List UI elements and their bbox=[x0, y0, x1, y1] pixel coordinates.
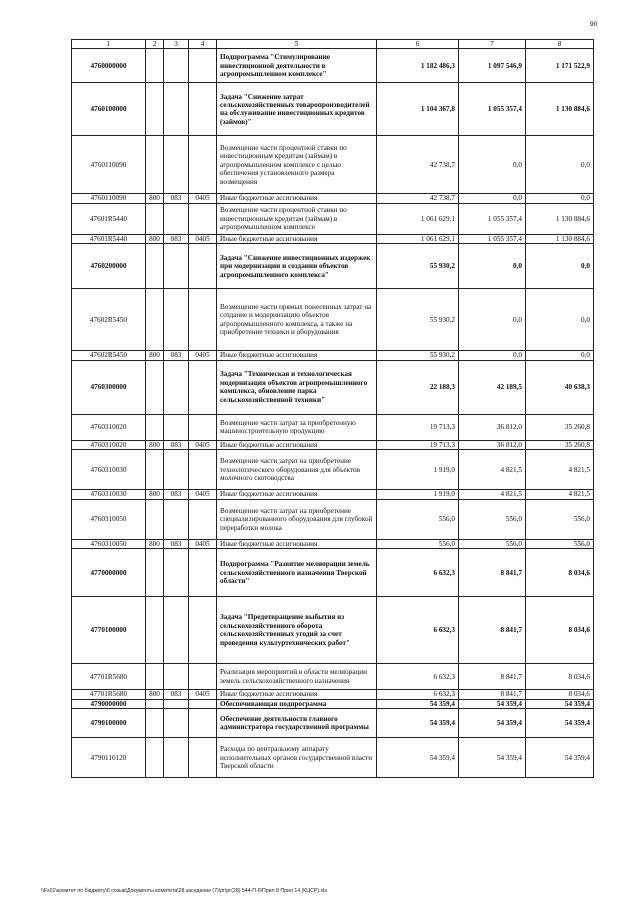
table-row bbox=[72, 351, 594, 360]
gr-cell: 083 bbox=[164, 234, 189, 243]
name-cell: Подпрограмма "Развитие мелиорации земель сельскохозяйственного назначения Тверской области" bbox=[217, 549, 377, 597]
rzpr-cell bbox=[189, 83, 217, 136]
amount-year3-cell: 556,0 bbox=[526, 499, 594, 539]
name-cell: Возмещение части прямых понесенных затрат на создание и модернизацию объектов агропромышленного комплекса, а также на приобретение техники и оборудования bbox=[217, 289, 377, 351]
gr-cell bbox=[164, 244, 189, 289]
table-row bbox=[72, 664, 594, 690]
table-row bbox=[72, 49, 594, 83]
kcsr-code-cell: 4790100000 bbox=[72, 709, 146, 738]
rzpr-cell bbox=[189, 549, 217, 597]
name-cell: Возмещение части затрат на приобретение специализированного оборудования для глубокой переработки молока bbox=[217, 499, 377, 539]
amount-year1-cell: 1 182 486,3 bbox=[377, 49, 459, 83]
header-cell: 6 bbox=[377, 40, 459, 49]
amount-year3-cell: 0,0 bbox=[526, 351, 594, 360]
amount-year3-cell: 1 130 884,6 bbox=[526, 83, 594, 136]
name-cell: Расходы по центральному аппарату исполнительных органов государственной власти Тверской области bbox=[217, 738, 377, 778]
amount-year1-cell: 19 713,3 bbox=[377, 414, 459, 440]
vr-cell bbox=[146, 597, 164, 664]
table-row bbox=[72, 360, 594, 414]
amount-year3-cell: 1 171 522,9 bbox=[526, 49, 594, 83]
rzpr-cell: 0405 bbox=[189, 690, 217, 699]
kcsr-code-cell: 4760000000 bbox=[72, 49, 146, 83]
gr-cell bbox=[164, 664, 189, 690]
amount-year1-cell: 55 930,2 bbox=[377, 244, 459, 289]
name-cell: Реализация мероприятий в области мелиорации земель сельскохозяйственного назначения bbox=[217, 664, 377, 690]
vr-cell: 800 bbox=[146, 440, 164, 449]
kcsr-code-cell: 4760310020 bbox=[72, 414, 146, 440]
gr-cell bbox=[164, 450, 189, 490]
gr-cell bbox=[164, 699, 189, 708]
table-row bbox=[72, 597, 594, 664]
table-row bbox=[72, 83, 594, 136]
amount-year1-cell: 55 930,2 bbox=[377, 351, 459, 360]
kcsr-code-cell: 4760310020 bbox=[72, 440, 146, 449]
name-cell: Иные бюджетные ассигнования bbox=[217, 234, 377, 243]
name-cell: Возмещение части затрат за приобретенную машиностроительную продукцию bbox=[217, 414, 377, 440]
kcsr-code-cell: 47601R5440 bbox=[72, 203, 146, 234]
amount-year3-cell: 35 260,8 bbox=[526, 414, 594, 440]
header-cell: 1 bbox=[72, 40, 146, 49]
amount-year3-cell: 4 821,5 bbox=[526, 450, 594, 490]
vr-cell: 800 bbox=[146, 234, 164, 243]
amount-year3-cell: 8 034,6 bbox=[526, 597, 594, 664]
amount-year1-cell: 42 738,7 bbox=[377, 136, 459, 194]
table-row bbox=[72, 203, 594, 234]
name-cell: Подпрограмма "Стимулирование инвестиционной деятельности в агропромышленном комплексе" bbox=[217, 49, 377, 83]
amount-year1-cell: 1 061 629,1 bbox=[377, 234, 459, 243]
vr-cell bbox=[146, 549, 164, 597]
name-cell: Возмещение части процентной ставки по инвестиционным кредитам (займам) в агропромышленном комплексе с целью обеспечения установленного размера возмещения bbox=[217, 136, 377, 194]
vr-cell bbox=[146, 136, 164, 194]
amount-year1-cell: 6 632,3 bbox=[377, 664, 459, 690]
vr-cell bbox=[146, 360, 164, 414]
vr-cell bbox=[146, 738, 164, 778]
rzpr-cell bbox=[189, 597, 217, 664]
kcsr-code-cell: 4760100000 bbox=[72, 83, 146, 136]
table-row bbox=[72, 549, 594, 597]
table-body bbox=[72, 40, 594, 778]
rzpr-cell: 0405 bbox=[189, 490, 217, 499]
rzpr-cell bbox=[189, 49, 217, 83]
amount-year2-cell: 36 812,0 bbox=[459, 440, 526, 449]
amount-year3-cell: 40 638,3 bbox=[526, 360, 594, 414]
amount-year1-cell: 1 104 367,8 bbox=[377, 83, 459, 136]
page-number: 90 bbox=[590, 21, 598, 28]
table-row bbox=[72, 499, 594, 539]
vr-cell bbox=[146, 289, 164, 351]
amount-year2-cell: 556,0 bbox=[459, 499, 526, 539]
table-row bbox=[72, 194, 594, 203]
amount-year1-cell: 1 919,0 bbox=[377, 490, 459, 499]
amount-year3-cell: 8 034,6 bbox=[526, 690, 594, 699]
amount-year1-cell: 1 919,0 bbox=[377, 450, 459, 490]
table-row bbox=[72, 539, 594, 548]
rzpr-cell bbox=[189, 450, 217, 490]
amount-year3-cell: 1 130 884,6 bbox=[526, 203, 594, 234]
name-cell: Задача "Техническая и технологическая модернизация объектов агропромышленного комплекса, обновление парка сельскохозяйственной техники" bbox=[217, 360, 377, 414]
gr-cell bbox=[164, 414, 189, 440]
name-cell: Иные бюджетные ассигнования bbox=[217, 351, 377, 360]
name-cell: Задача "Снижение инвестиционных издержек при модернизации и создании объектов агропромышленного комплекса" bbox=[217, 244, 377, 289]
amount-year1-cell: 54 359,4 bbox=[377, 738, 459, 778]
amount-year2-cell: 54 359,4 bbox=[459, 738, 526, 778]
amount-year2-cell: 0,0 bbox=[459, 244, 526, 289]
table-row bbox=[72, 690, 594, 699]
table-row bbox=[72, 709, 594, 738]
amount-year3-cell: 0,0 bbox=[526, 136, 594, 194]
name-cell: Иные бюджетные ассигнования bbox=[217, 440, 377, 449]
kcsr-code-cell: 4770100000 bbox=[72, 597, 146, 664]
amount-year1-cell: 55 930,2 bbox=[377, 289, 459, 351]
vr-cell: 800 bbox=[146, 490, 164, 499]
amount-year1-cell: 556,0 bbox=[377, 499, 459, 539]
name-cell: Возмещение части затрат на приобретение технологического оборудования для объектов молочного скотоводства bbox=[217, 450, 377, 490]
vr-cell: 800 bbox=[146, 539, 164, 548]
amount-year3-cell: 556,0 bbox=[526, 539, 594, 548]
gr-cell: 083 bbox=[164, 490, 189, 499]
table-row bbox=[72, 490, 594, 499]
gr-cell bbox=[164, 549, 189, 597]
amount-year2-cell: 1 055 357,4 bbox=[459, 234, 526, 243]
amount-year1-cell: 19 713,3 bbox=[377, 440, 459, 449]
amount-year3-cell: 0,0 bbox=[526, 194, 594, 203]
table-row bbox=[72, 440, 594, 449]
kcsr-code-cell: 4770000000 bbox=[72, 549, 146, 597]
header-cell: 3 bbox=[164, 40, 189, 49]
kcsr-code-cell: 4760110090 bbox=[72, 194, 146, 203]
header-cell: 8 bbox=[526, 40, 594, 49]
rzpr-cell bbox=[189, 360, 217, 414]
vr-cell bbox=[146, 709, 164, 738]
table-row bbox=[72, 738, 594, 778]
kcsr-code-cell: 47701R5680 bbox=[72, 690, 146, 699]
kcsr-code-cell: 4760310050 bbox=[72, 539, 146, 548]
rzpr-cell: 0405 bbox=[189, 234, 217, 243]
rzpr-cell: 0405 bbox=[189, 539, 217, 548]
vr-cell bbox=[146, 83, 164, 136]
gr-cell: 083 bbox=[164, 440, 189, 449]
kcsr-code-cell: 4760310030 bbox=[72, 490, 146, 499]
amount-year3-cell: 1 130 884,6 bbox=[526, 234, 594, 243]
gr-cell bbox=[164, 289, 189, 351]
amount-year2-cell: 4 821,5 bbox=[459, 450, 526, 490]
gr-cell bbox=[164, 709, 189, 738]
rzpr-cell bbox=[189, 414, 217, 440]
amount-year2-cell: 0,0 bbox=[459, 136, 526, 194]
table-row bbox=[72, 414, 594, 440]
rzpr-cell bbox=[189, 499, 217, 539]
amount-year1-cell: 54 359,4 bbox=[377, 699, 459, 708]
rzpr-cell: 0405 bbox=[189, 194, 217, 203]
vr-cell bbox=[146, 49, 164, 83]
amount-year3-cell: 4 821,5 bbox=[526, 490, 594, 499]
name-cell: Задача "Снижение затрат сельскохозяйственных товаропроизводителей на обслуживание инвестиционных кредитов (займов)" bbox=[217, 83, 377, 136]
kcsr-code-cell: 4760300000 bbox=[72, 360, 146, 414]
amount-year1-cell: 22 188,3 bbox=[377, 360, 459, 414]
gr-cell: 083 bbox=[164, 351, 189, 360]
amount-year1-cell: 1 061 629,1 bbox=[377, 203, 459, 234]
rzpr-cell bbox=[189, 709, 217, 738]
amount-year3-cell: 35 260,8 bbox=[526, 440, 594, 449]
kcsr-code-cell: 4760310030 bbox=[72, 450, 146, 490]
amount-year2-cell: 0,0 bbox=[459, 194, 526, 203]
header-cell: 2 bbox=[146, 40, 164, 49]
amount-year3-cell: 54 359,4 bbox=[526, 709, 594, 738]
table-row bbox=[72, 699, 594, 708]
kcsr-code-cell: 4790000000 bbox=[72, 699, 146, 708]
table-row bbox=[72, 289, 594, 351]
amount-year3-cell: 0,0 bbox=[526, 289, 594, 351]
amount-year2-cell: 1 097 546,9 bbox=[459, 49, 526, 83]
amount-year2-cell: 36 812,0 bbox=[459, 414, 526, 440]
amount-year2-cell: 556,0 bbox=[459, 539, 526, 548]
kcsr-code-cell: 4760310050 bbox=[72, 499, 146, 539]
name-cell: Задача "Предотвращение выбытия из сельскохозяйственного оборота сельскохозяйственных угодий за счет проведения культуртехнических работ" bbox=[217, 597, 377, 664]
rzpr-cell bbox=[189, 244, 217, 289]
amount-year2-cell: 4 821,5 bbox=[459, 490, 526, 499]
rzpr-cell bbox=[189, 699, 217, 708]
name-cell: Иные бюджетные ассигнования bbox=[217, 690, 377, 699]
table-row bbox=[72, 136, 594, 194]
amount-year1-cell: 556,0 bbox=[377, 539, 459, 548]
amount-year2-cell: 8 841,7 bbox=[459, 690, 526, 699]
amount-year2-cell: 8 841,7 bbox=[459, 597, 526, 664]
gr-cell: 083 bbox=[164, 194, 189, 203]
kcsr-code-cell: 4760110090 bbox=[72, 136, 146, 194]
budget-table bbox=[71, 39, 594, 778]
amount-year1-cell: 42 738,7 bbox=[377, 194, 459, 203]
kcsr-code-cell: 4760200000 bbox=[72, 244, 146, 289]
table-row bbox=[72, 244, 594, 289]
gr-cell: 083 bbox=[164, 539, 189, 548]
header-cell: 4 bbox=[189, 40, 217, 49]
gr-cell bbox=[164, 83, 189, 136]
gr-cell bbox=[164, 360, 189, 414]
name-cell: Иные бюджетные ассигнования bbox=[217, 194, 377, 203]
amount-year3-cell: 0,0 bbox=[526, 244, 594, 289]
table-row bbox=[72, 234, 594, 243]
rzpr-cell: 0405 bbox=[189, 440, 217, 449]
rzpr-cell bbox=[189, 664, 217, 690]
vr-cell: 800 bbox=[146, 194, 164, 203]
name-cell: Иные бюджетные ассигнования bbox=[217, 539, 377, 548]
table-row bbox=[72, 450, 594, 490]
gr-cell bbox=[164, 597, 189, 664]
amount-year1-cell: 6 632,3 bbox=[377, 597, 459, 664]
vr-cell bbox=[146, 499, 164, 539]
file-path-footer: \\Fs01\комитет по бюджету\6 созыв\Документы комитета\28 заседание (7)\рг\рг(28) 544-П-6\Прил 8 Прил 14 (КЦСР).xls bbox=[41, 888, 327, 894]
gr-cell bbox=[164, 136, 189, 194]
vr-cell bbox=[146, 664, 164, 690]
amount-year2-cell: 0,0 bbox=[459, 351, 526, 360]
amount-year2-cell: 1 055 357,4 bbox=[459, 83, 526, 136]
kcsr-code-cell: 47602R5450 bbox=[72, 351, 146, 360]
amount-year3-cell: 8 034,6 bbox=[526, 549, 594, 597]
amount-year1-cell: 6 632,3 bbox=[377, 690, 459, 699]
name-cell: Возмещение части процентной ставки по инвестиционным кредитам (займам) в агропромышленном комплексе bbox=[217, 203, 377, 234]
table-header-row bbox=[72, 40, 594, 49]
kcsr-code-cell: 4790110120 bbox=[72, 738, 146, 778]
amount-year2-cell: 8 841,7 bbox=[459, 549, 526, 597]
header-cell: 7 bbox=[459, 40, 526, 49]
vr-cell bbox=[146, 699, 164, 708]
gr-cell bbox=[164, 203, 189, 234]
amount-year1-cell: 6 632,3 bbox=[377, 549, 459, 597]
amount-year2-cell: 54 359,4 bbox=[459, 709, 526, 738]
name-cell: Обеспечивающая подпрограмма bbox=[217, 699, 377, 708]
vr-cell bbox=[146, 244, 164, 289]
rzpr-cell bbox=[189, 136, 217, 194]
rzpr-cell bbox=[189, 289, 217, 351]
kcsr-code-cell: 47701R5680 bbox=[72, 664, 146, 690]
name-cell: Обеспечение деятельности главного администратора государственной программы bbox=[217, 709, 377, 738]
rzpr-cell bbox=[189, 203, 217, 234]
kcsr-code-cell: 47601R5440 bbox=[72, 234, 146, 243]
gr-cell bbox=[164, 499, 189, 539]
amount-year3-cell: 54 359,4 bbox=[526, 738, 594, 778]
vr-cell bbox=[146, 414, 164, 440]
amount-year2-cell: 8 841,7 bbox=[459, 664, 526, 690]
vr-cell bbox=[146, 450, 164, 490]
name-cell: Иные бюджетные ассигнования bbox=[217, 490, 377, 499]
vr-cell bbox=[146, 203, 164, 234]
amount-year2-cell: 42 189,5 bbox=[459, 360, 526, 414]
amount-year3-cell: 8 034,6 bbox=[526, 664, 594, 690]
amount-year3-cell: 54 359,4 bbox=[526, 699, 594, 708]
amount-year2-cell: 1 055 357,4 bbox=[459, 203, 526, 234]
amount-year1-cell: 54 359,4 bbox=[377, 709, 459, 738]
gr-cell: 083 bbox=[164, 690, 189, 699]
rzpr-cell: 0405 bbox=[189, 351, 217, 360]
amount-year2-cell: 54 359,4 bbox=[459, 699, 526, 708]
rzpr-cell bbox=[189, 738, 217, 778]
gr-cell bbox=[164, 49, 189, 83]
kcsr-code-cell: 47602R5450 bbox=[72, 289, 146, 351]
vr-cell: 800 bbox=[146, 351, 164, 360]
vr-cell: 800 bbox=[146, 690, 164, 699]
header-cell: 5 bbox=[217, 40, 377, 49]
gr-cell bbox=[164, 738, 189, 778]
amount-year2-cell: 0,0 bbox=[459, 289, 526, 351]
